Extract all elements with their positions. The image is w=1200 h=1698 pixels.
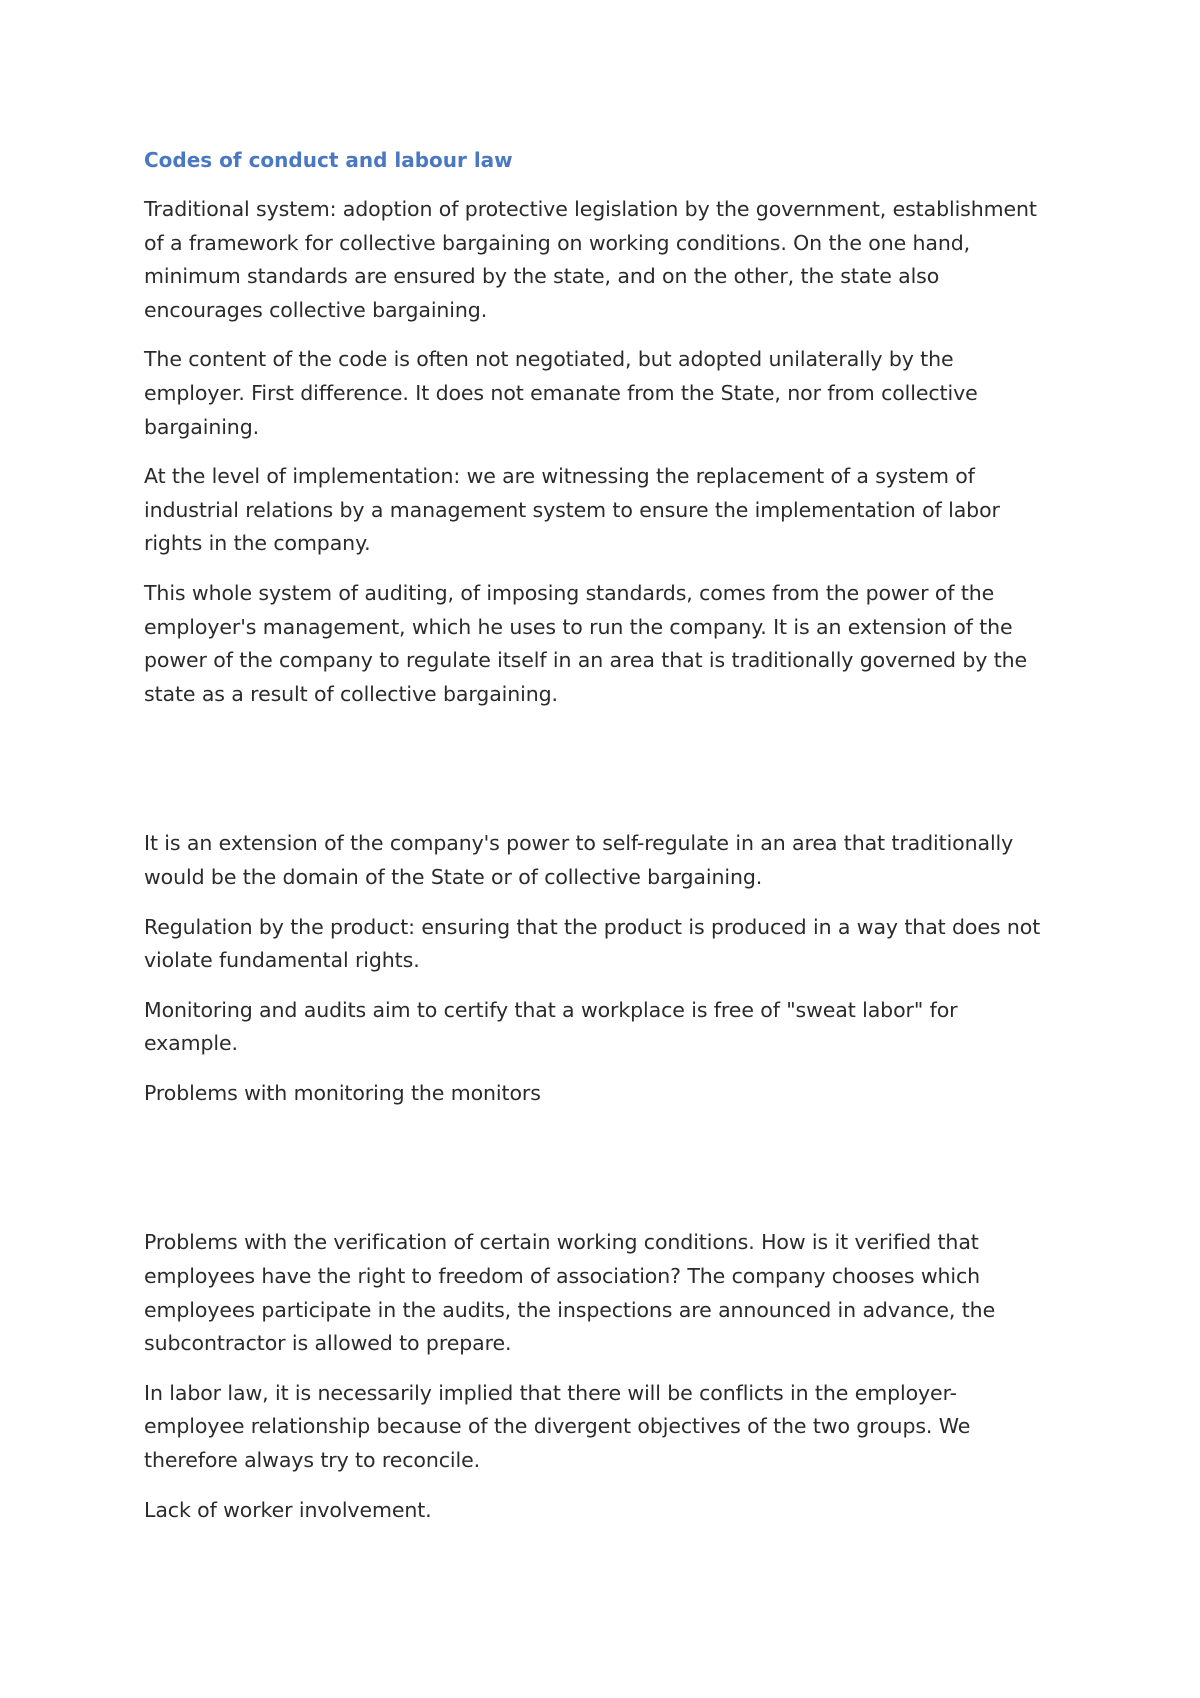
paragraph-line: power of the company to regulate itself in an area that is traditionally governed by the (144, 648, 1028, 673)
paragraph-line: therefore always try to reconcile. (144, 1448, 481, 1473)
paragraph-line: state as a result of collective bargaining. (144, 681, 558, 706)
section-1 (144, 193, 1074, 711)
section-2 (144, 827, 1074, 1110)
paragraph-line: employees participate in the audits, the inspections are announced in advance, the (144, 1297, 996, 1322)
paragraph-line: Problems with the verification of certain working conditions. How is it verified that (144, 1230, 979, 1255)
paragraph (144, 994, 1074, 1061)
paragraph-line: Regulation by the product: ensuring that the product is produced in a way that does not (144, 914, 1041, 939)
paragraph-line: Traditional system: adoption of protective legislation by the government, establishment (144, 197, 1037, 221)
paragraph-line: employees have the right to freedom of association? The company chooses which (144, 1264, 981, 1289)
paragraph-line: encourages collective bargaining. (144, 297, 488, 322)
paragraph (144, 827, 1074, 894)
paragraph-line: employer's management, which he uses to run the company. It is an extension of the (144, 614, 1013, 639)
paragraph-line: rights in the company. (144, 531, 371, 556)
paragraph-line: example. (144, 1031, 238, 1056)
paragraph (144, 1494, 1074, 1528)
paragraph-line: employee relationship because of the divergent objectives of the two groups. We (144, 1414, 971, 1439)
paragraph (144, 1077, 1074, 1111)
paragraph (144, 193, 1074, 327)
paragraph-line: At the level of implementation: we are witnessing the replacement of a system of (144, 464, 975, 489)
paragraph-line: minimum standards are ensured by the state, and on the other, the state also (144, 264, 940, 289)
paragraph (144, 460, 1074, 561)
paragraph-line: would be the domain of the State or of collective bargaining. (144, 864, 763, 889)
section-3 (144, 1226, 1074, 1527)
paragraph (144, 1377, 1074, 1478)
paragraph (144, 1226, 1074, 1360)
paragraph-line: bargaining. (144, 414, 260, 439)
paragraph-line: subcontractor is allowed to prepare. (144, 1331, 512, 1356)
paragraph-line: In labor law, it is necessarily implied that there will be conflicts in the employer- (144, 1380, 957, 1405)
paragraph (144, 911, 1074, 978)
document-page (144, 145, 1074, 1543)
paragraph-line: Monitoring and audits aim to certify that a workplace is free of "sweat labor" for (144, 997, 958, 1022)
paragraph-line: The content of the code is often not negotiated, but adopted unilaterally by the (144, 347, 954, 372)
paragraph-line: It is an extension of the company's power to self-regulate in an area that traditionally (144, 831, 1014, 856)
spacer (144, 1126, 1074, 1226)
document-title: Codes of conduct and labour law (144, 148, 513, 172)
paragraph-line: violate fundamental rights. (144, 948, 420, 973)
paragraph-line: Problems with monitoring the monitors (144, 1080, 541, 1105)
paragraph-line: This whole system of auditing, of imposing standards, comes from the power of the (144, 580, 995, 605)
paragraph-line: Lack of worker involvement. (144, 1497, 432, 1522)
paragraph-line: of a framework for collective bargaining on working conditions. On the one hand, (144, 230, 971, 255)
paragraph-line: industrial relations by a management system to ensure the implementation of labor (144, 497, 1000, 522)
paragraph-line: employer. First difference. It does not emanate from the State, nor from collective (144, 380, 978, 405)
paragraph (144, 577, 1074, 711)
spacer (144, 727, 1074, 827)
paragraph (144, 343, 1074, 444)
